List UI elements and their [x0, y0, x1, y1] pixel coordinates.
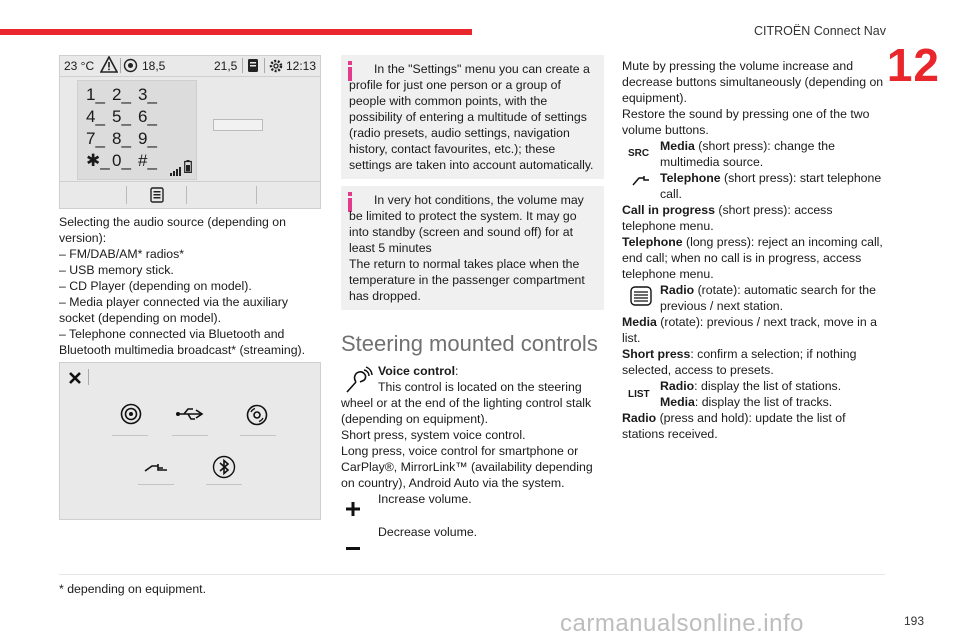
keypad-row-4: [86, 151, 164, 171]
temperature: 23 °C: [64, 59, 95, 73]
increase-volume-text: Increase volume.: [378, 492, 472, 506]
key-0[interactable]: 0_: [112, 151, 131, 170]
header-red-bar: [0, 29, 472, 35]
key-4[interactable]: 4_: [86, 107, 105, 126]
keypad-row-3: [86, 129, 164, 149]
phone-menu-icon[interactable]: [150, 187, 164, 208]
screen-bottom-bar: [60, 181, 320, 208]
list-label: LIST: [628, 389, 650, 400]
voice-control-location: This control is located on the steering wheel or at the end of the lighting control stalk (depending on equipment).: [341, 380, 592, 426]
chapter-number: 12: [886, 39, 940, 91]
settings-icon: [268, 58, 284, 77]
voice-control-long: Long press, voice control for smartphone or CarPlay®, MirrorLink™ (availability depending on country), Android Auto via the system.: [341, 444, 593, 490]
audio-source-item: – CD Player (depending on model).: [59, 279, 252, 293]
footnote: * depending on equipment.: [59, 582, 206, 596]
phone-status-icon: [246, 58, 260, 76]
info-box-hot-conditions: [341, 186, 604, 310]
audio-source-item: – Media player connected via the auxiliary socket (depending on model).: [59, 295, 288, 325]
audio-source-intro: Selecting the audio source (depending on version):: [59, 215, 286, 245]
warning-icon: [100, 56, 118, 76]
restore-text: Restore the sound by pressing one of the two volume buttons.: [622, 107, 870, 137]
voice-control-title: Voice control: [378, 364, 455, 378]
audio-source-item: – Telephone connected via Bluetooth and Bluetooth multimedia broadcast* (streaming).: [59, 327, 306, 357]
keypad-row-2: [86, 107, 164, 127]
decrease-volume-text: Decrease volume.: [378, 525, 478, 539]
thumbwheel-icon: [630, 285, 652, 311]
footer-rule: [59, 574, 885, 575]
audio-source-item: – USB memory stick.: [59, 263, 174, 277]
brand-title: CITROËN Connect Nav: [754, 24, 886, 38]
key-2[interactable]: 2_: [112, 85, 131, 104]
right-column: Mute by pressing the volume increase and decrease buttons simultaneously (depending on equipment). Restore the sound by pressing one of the two volume buttons. SRC Media (short press): change the multimedia source. Telephone (short press): start telephone call. Call in progress (short press): access telephone menu. Telephone (long press): reject an incoming call, end call; when no call is in progress, access telephone menu. Radio (rotate): automatic search for the previous / next station. Media (rotate): previous / next track, move in a list. Short press: confirm a selection; if nothing selected, access to presets. LIST Radio: display the list of stations. Media: display the list of tracks. Radio (press and hold): update the list of stations received.: [622, 58, 886, 442]
key-6[interactable]: 6_: [138, 107, 157, 126]
keypad-row-1: [86, 85, 164, 105]
info-hot-line2: The return to normal takes place when the temperature in the passenger compartment has dropped.: [349, 257, 585, 303]
key-5[interactable]: 5_: [112, 107, 131, 126]
right-value: 21,5: [214, 59, 238, 73]
number-entry-field[interactable]: [213, 119, 263, 131]
key-star[interactable]: ✱_: [86, 151, 110, 170]
telephone-icon: [632, 172, 650, 190]
info-hot-line1: In very hot conditions, the volume may be limited to protect the system. It may go into standby (screen and sound off) for at least 5 minutes: [349, 193, 584, 255]
key-1[interactable]: 1_: [86, 85, 105, 104]
audio-source-item: – FM/DAB/AM* radios*: [59, 247, 185, 261]
key-3[interactable]: 3_: [138, 85, 157, 104]
voice-control-short: Short press, system voice control.: [341, 428, 526, 442]
close-icon[interactable]: [68, 371, 82, 390]
status-bar: [60, 56, 320, 77]
plus-icon: [346, 502, 360, 521]
minus-icon: [346, 538, 360, 556]
key-8[interactable]: 8_: [112, 129, 131, 148]
key-7[interactable]: 7_: [86, 129, 105, 148]
src-label: SRC: [628, 148, 650, 159]
watermark: carmanualsonline.info: [560, 610, 804, 637]
radio-source-icon[interactable]: [120, 403, 142, 430]
info-settings-text: In the "Settings" menu you can create a profile for just one person or a group of people with common points, with the possibility of entering a multitude of settings (radio presets, audio settings, navigation history, contact favourites, etc.); these settings are taken into account automatically.: [349, 62, 594, 172]
section-heading: Steering mounted controls: [341, 331, 598, 356]
voice-control-text: Voice control: This control is located on the steering wheel or at the end of the lighting control stalk (depending on equipment). Short press, system voice control. Long press, voice control for smartphone or CarPlay®, MirrorLink™ (availability depending on country), Android Auto via the system.: [341, 363, 605, 491]
info-hot-text: [349, 192, 597, 304]
cd-icon[interactable]: [246, 404, 268, 431]
clock-time: 12:13: [286, 59, 317, 73]
mute-text: Mute by pressing the volume increase and decrease buttons simultaneously (depending on equipment).: [622, 59, 884, 105]
signal-icon: [170, 163, 182, 181]
phone-keypad: [77, 80, 197, 180]
battery-icon: [184, 160, 192, 178]
info-box-settings: [341, 55, 604, 179]
page-number: 193: [903, 614, 924, 628]
usb-icon[interactable]: [176, 407, 204, 426]
screen-source-selection: [59, 362, 321, 520]
radio-icon: [123, 58, 138, 76]
aux-jack-icon[interactable]: [144, 461, 168, 479]
left-value: 18,5: [142, 59, 166, 73]
screen-telephone-keypad: [59, 55, 321, 209]
audio-source-text: [59, 214, 321, 358]
bluetooth-icon[interactable]: [212, 455, 236, 484]
key-hash[interactable]: #_: [138, 151, 157, 170]
key-9[interactable]: 9_: [138, 129, 157, 148]
